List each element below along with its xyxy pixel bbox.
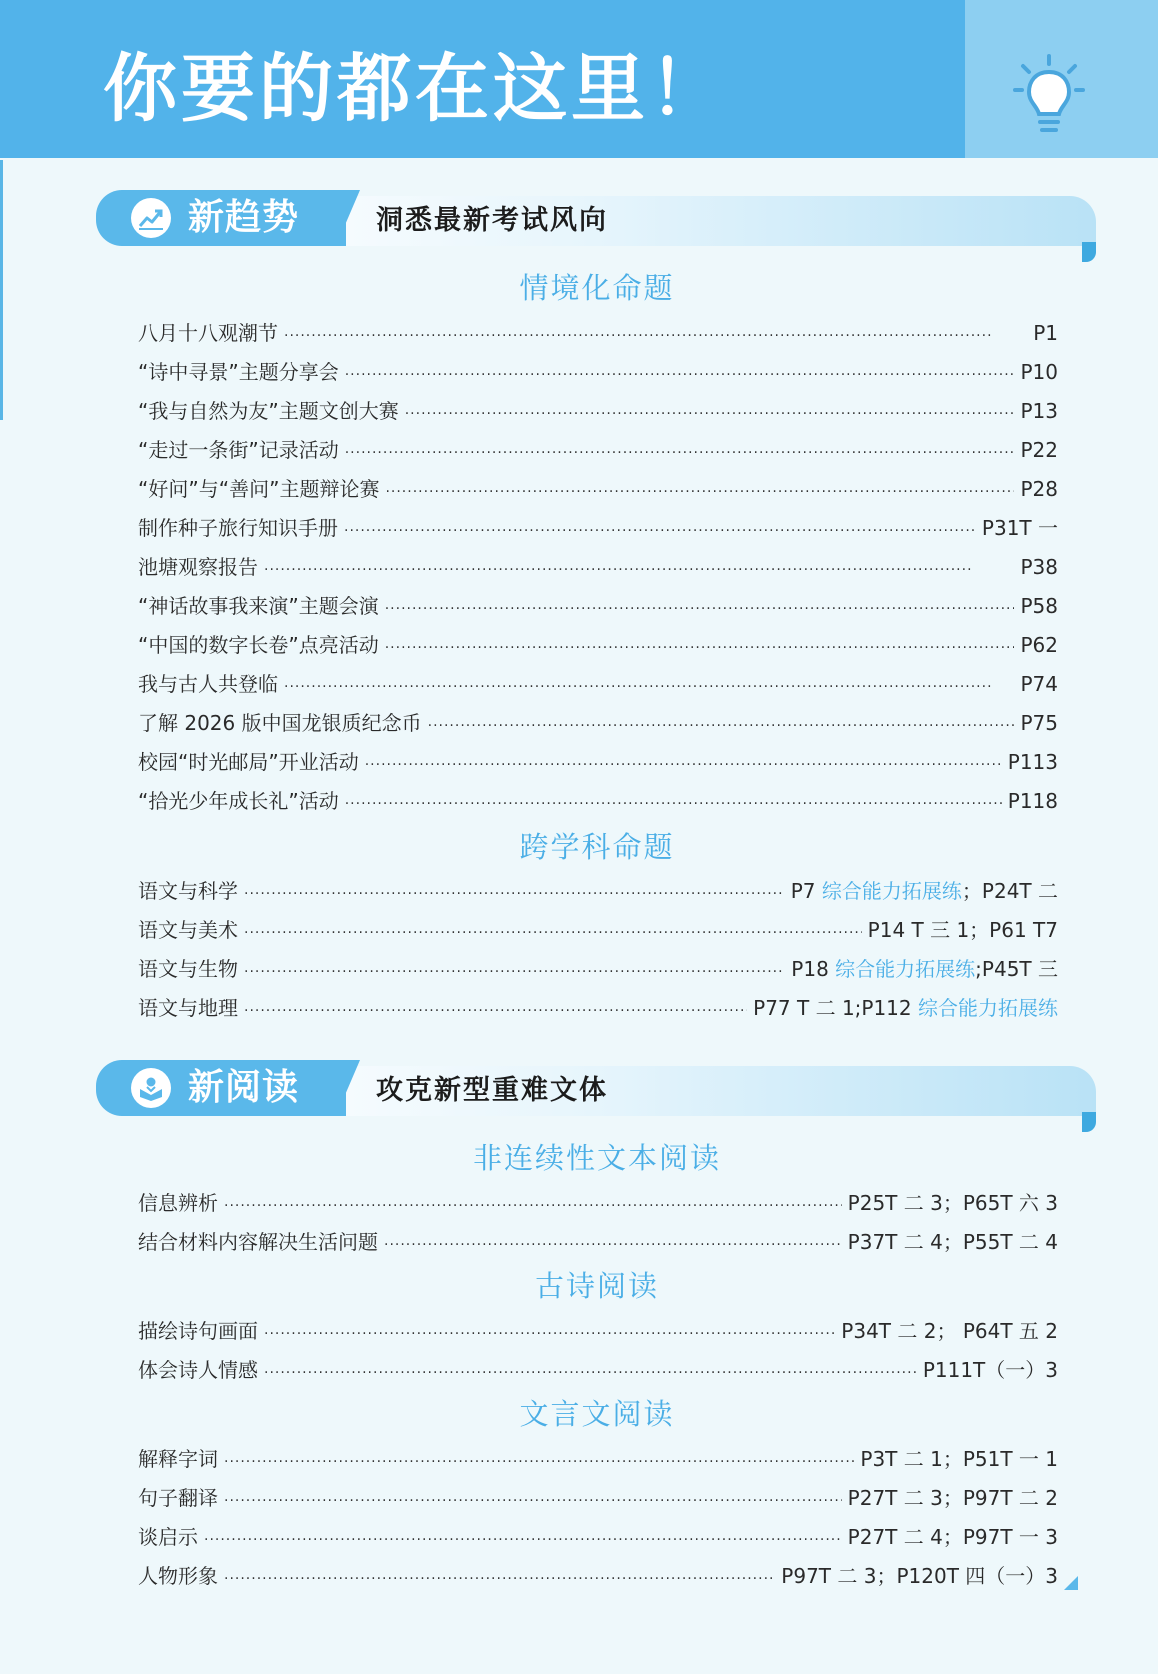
- leader-dots: [244, 879, 785, 909]
- entry-title: 信息辨析: [138, 1191, 218, 1215]
- entry-page: P22: [1020, 438, 1058, 462]
- toc-entry[interactable]: [138, 1522, 1058, 1552]
- entry-page: P75: [1020, 711, 1058, 735]
- leader-dots: [224, 1564, 775, 1594]
- entry-page: P62: [1020, 633, 1058, 657]
- leader-dots: [224, 1486, 842, 1516]
- entry-title: 语文与科学: [138, 879, 238, 903]
- page-title: 你要的都在这里！: [103, 46, 727, 132]
- entry-title: 人物形象: [138, 1564, 218, 1588]
- page-part: ；P24T 二: [961, 879, 1058, 903]
- toc-entry[interactable]: [138, 669, 1058, 699]
- toc-entry[interactable]: [138, 708, 1058, 738]
- top-banner: [0, 0, 1158, 158]
- entry-page: P97T 二 3；P120T 四（一）3: [781, 1564, 1058, 1588]
- entry-title: 语文与地理: [138, 996, 238, 1020]
- toc-entry[interactable]: [138, 747, 1058, 777]
- entry-page: P34T 二 2； P64T 五 2: [841, 1319, 1058, 1343]
- entry-title: 语文与生物: [138, 957, 238, 981]
- entry-title: 了解 2026 版中国龙银质纪念币: [138, 711, 422, 735]
- entry-page: P27T 二 4；P97T 一 3: [847, 1525, 1058, 1549]
- leader-dots: [224, 1191, 842, 1221]
- entry-page: P10: [1020, 360, 1058, 384]
- leader-dots: [344, 516, 976, 546]
- entry-title: “神话故事我来演”主题会演: [138, 594, 379, 618]
- toc-entry[interactable]: [138, 513, 1058, 543]
- page-part-highlight: 综合能力拓展练: [835, 957, 976, 981]
- leader-dots: [385, 633, 1015, 663]
- lightbulb-icon: [1013, 52, 1085, 138]
- entry-page: P113: [1007, 750, 1058, 774]
- page-part-highlight: 综合能力拓展练: [918, 996, 1058, 1020]
- entry-page: [868, 915, 1058, 945]
- toc-entry[interactable]: [138, 474, 1058, 504]
- section-header-new-trend: [96, 190, 1096, 246]
- toc-entry[interactable]: [138, 1444, 1058, 1474]
- entry-page: P25T 二 3；P65T 六 3: [847, 1191, 1058, 1215]
- entry-title: 句子翻译: [138, 1486, 218, 1510]
- toc-entry[interactable]: [138, 396, 1058, 426]
- section-tag-label: 新趋势: [188, 197, 300, 238]
- toc-entry[interactable]: [138, 1355, 1058, 1385]
- toc-entry[interactable]: [138, 357, 1058, 387]
- toc-entry[interactable]: [138, 993, 1058, 1023]
- entry-title: 八月十八观潮节: [138, 321, 278, 345]
- category-heading: 跨学科命题: [519, 830, 675, 864]
- page-part: P7: [790, 879, 822, 903]
- entry-page: P58: [1020, 594, 1058, 618]
- leader-dots: [224, 1447, 854, 1477]
- entry-title: 我与古人共登临: [138, 672, 278, 696]
- leader-dots: [244, 918, 862, 948]
- entry-title: 池塘观察报告: [138, 555, 258, 579]
- toc-entry[interactable]: [138, 876, 1058, 906]
- category-heading: 情境化命题: [519, 271, 675, 305]
- entry-page: [753, 993, 1058, 1023]
- entry-title: 解释字词: [138, 1447, 218, 1471]
- entry-title: “中国的数字长卷”点亮活动: [138, 633, 379, 657]
- entry-page: P111T（一）3: [922, 1358, 1058, 1382]
- entry-page: P37T 二 4；P55T 二 4: [847, 1230, 1058, 1254]
- leader-dots: [244, 957, 785, 987]
- leader-dots: [204, 1525, 842, 1555]
- entry-page: P31T 一: [981, 516, 1058, 540]
- leader-dots: [384, 1230, 842, 1260]
- entry-title: 体会诗人情感: [138, 1358, 258, 1382]
- entry-page: [791, 876, 1058, 906]
- entry-page: P28: [1020, 477, 1058, 501]
- page-part-highlight: 综合能力拓展练: [821, 879, 962, 903]
- toc-entry[interactable]: [138, 552, 1058, 582]
- entry-title: “诗中寻景”主题分享会: [138, 360, 339, 384]
- section-header-new-reading: [96, 1060, 1096, 1116]
- leader-dots: [428, 711, 1015, 741]
- leader-dots: [345, 438, 1015, 468]
- toc-entry[interactable]: [138, 786, 1058, 816]
- leader-dots: [244, 996, 747, 1026]
- page-part: P77 T 二 1;P112: [753, 996, 918, 1020]
- leader-dots: [264, 555, 1014, 585]
- section-tag-label: 新阅读: [188, 1067, 300, 1108]
- entry-page: P74: [1020, 672, 1058, 696]
- toc-entry[interactable]: [138, 591, 1058, 621]
- toc-entry[interactable]: [138, 435, 1058, 465]
- entry-page: P38: [1020, 555, 1058, 579]
- leader-dots: [365, 750, 1002, 780]
- entry-page: P118: [1007, 789, 1058, 813]
- leader-dots: [264, 1358, 917, 1388]
- entry-title: 结合材料内容解决生活问题: [138, 1230, 378, 1254]
- category-heading: 古诗阅读: [534, 1269, 659, 1303]
- entry-title: 语文与美术: [138, 918, 238, 942]
- entry-title: 谈启示: [138, 1525, 198, 1549]
- entry-title: “拾光少年成长礼”活动: [138, 789, 339, 813]
- section-subtitle: 攻克新型重难文体: [376, 1075, 608, 1106]
- entry-title: “走过一条街”记录活动: [138, 438, 339, 462]
- entry-page: P3T 二 1；P51T 一 1: [860, 1447, 1058, 1471]
- toc-entry[interactable]: [138, 1188, 1058, 1218]
- leader-dots: [264, 1319, 835, 1349]
- toc-entry[interactable]: [138, 954, 1058, 984]
- page-part: P18: [791, 957, 836, 981]
- toc-entry[interactable]: [138, 1316, 1058, 1346]
- leader-dots: [385, 594, 1015, 624]
- leader-dots: [284, 672, 1014, 702]
- trend-chart-icon: [131, 198, 171, 238]
- category-heading: 非连续性文本阅读: [472, 1141, 721, 1175]
- leader-dots: [345, 789, 1002, 819]
- entry-title: 描绘诗句画面: [138, 1319, 258, 1343]
- toc-entry[interactable]: [138, 915, 1058, 945]
- toc-entry[interactable]: [138, 1483, 1058, 1513]
- entry-title: 制作种子旅行知识手册: [138, 516, 338, 540]
- leader-dots: [405, 399, 1015, 429]
- toc-entry[interactable]: [138, 1561, 1058, 1591]
- leader-dots: [385, 477, 1014, 507]
- entry-page: [791, 954, 1058, 984]
- page-part: ;P45T 三: [975, 957, 1058, 981]
- reading-person-icon: [131, 1068, 171, 1108]
- entry-title: “我与自然为友”主题文创大赛: [138, 399, 399, 423]
- toc-entry[interactable]: [138, 318, 1058, 348]
- entry-page: P27T 二 3；P97T 二 2: [847, 1486, 1058, 1510]
- entry-page: P13: [1020, 399, 1058, 423]
- leader-dots: [345, 360, 1015, 390]
- category-heading: 文言文阅读: [519, 1397, 675, 1431]
- section-subtitle: 洞悉最新考试风向: [376, 205, 608, 236]
- entry-page: P1: [1033, 321, 1058, 345]
- entry-title: “好问”与“善问”主题辩论赛: [138, 477, 380, 501]
- section-tag-tail: [336, 190, 360, 246]
- page-corner-mark: [1064, 1576, 1078, 1590]
- toc-entry[interactable]: [138, 630, 1058, 660]
- toc-entry[interactable]: [138, 1227, 1058, 1257]
- section-tag-tail: [336, 1060, 360, 1116]
- leader-dots: [284, 321, 1027, 351]
- entry-title: 校园“时光邮局”开业活动: [138, 750, 359, 774]
- page-part: P14 T 三 1；P61 T7: [867, 918, 1058, 942]
